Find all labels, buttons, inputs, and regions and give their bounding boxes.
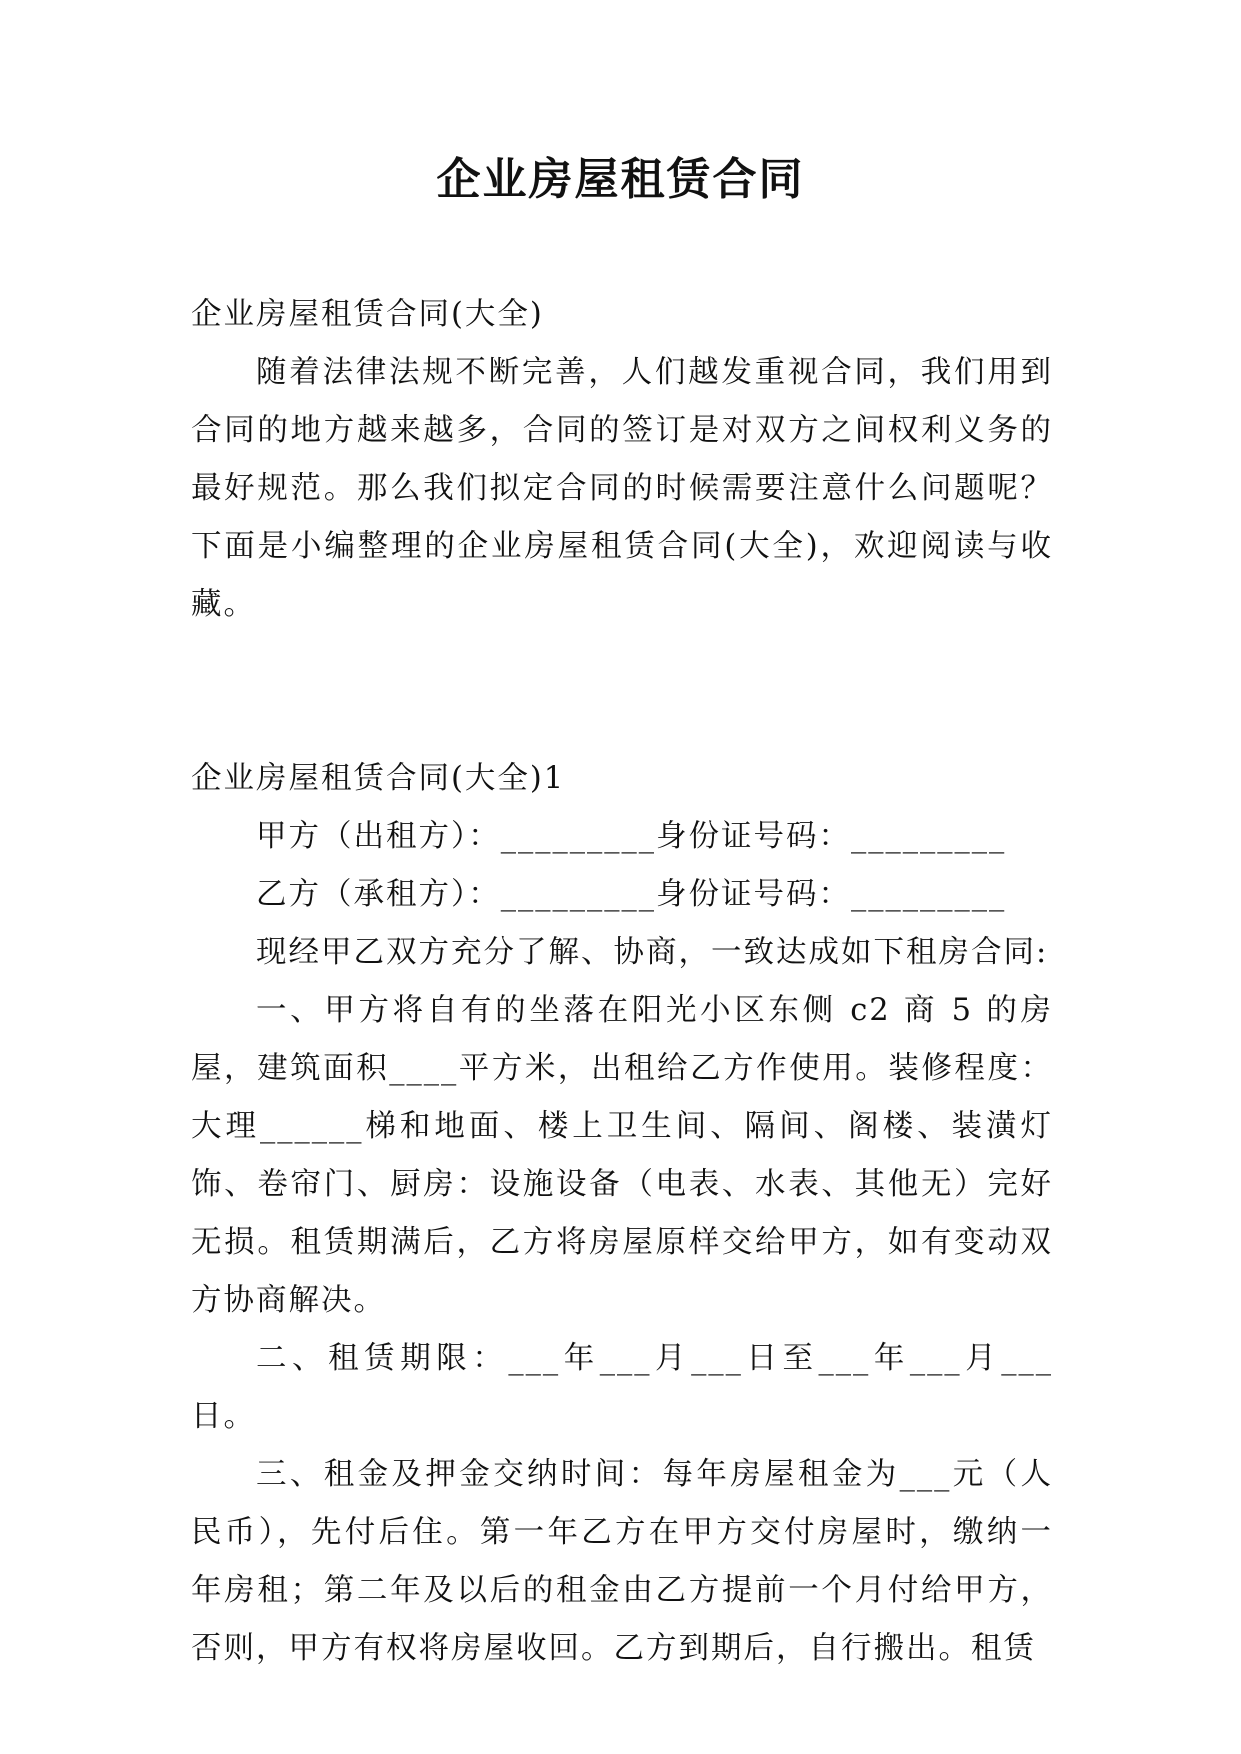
document-title: 企业房屋租赁合同 <box>436 154 805 205</box>
party-b-line: 乙方（承租方）：_________身份证号码：_________ <box>256 877 1007 912</box>
clause-3-paragraph: 三、租金及押金交纳时间：每年房屋租金为___元（人民币），先付后住。第一年乙方在甲方交付房屋时，缴纳一年房租；第二年及以后的租金由乙方提前一个月付给甲方，否则，甲方有权将房屋收回。乙方到期后，自行搬出。租赁 <box>191 1457 1053 1666</box>
section-heading: 企业房屋租赁合同(大全)1 <box>191 761 566 796</box>
clause-2-paragraph: 二、租赁期限：___年___月___日至___年___月___日。 <box>191 1341 1053 1434</box>
clause-1-paragraph: 一、甲方将自有的坐落在阳光小区东侧 c2 商 5 的房屋，建筑面积____平方米，出租给乙方作使用。装修程度：大理______梯和地面、楼上卫生间、隔间、阁楼、装潢灯饰、卷帘门、厨房：设施设备（电表、水表、其他无）完好无损。租赁期满后，乙方将房屋原样交给甲方，如有变动双方协商解决。 <box>191 993 1053 1318</box>
section-spacer <box>191 634 1053 750</box>
party-a-line: 甲方（出租方）：_________身份证号码：_________ <box>256 819 1007 854</box>
document-body <box>191 286 1053 1678</box>
document-subtitle: 企业房屋租赁合同(大全) <box>191 297 544 332</box>
intro-paragraph: 随着法律法规不断完善，人们越发重视合同，我们用到合同的地方越来越多，合同的签订是对双方之间权利义务的最好规范。那么我们拟定合同的时候需要注意什么问题呢？下面是小编整理的企业房屋租赁合同(大全)，欢迎阅读与收藏。 <box>191 355 1053 622</box>
agreement-line: 现经甲乙双方充分了解、协商，一致达成如下租房合同: <box>256 935 1049 970</box>
